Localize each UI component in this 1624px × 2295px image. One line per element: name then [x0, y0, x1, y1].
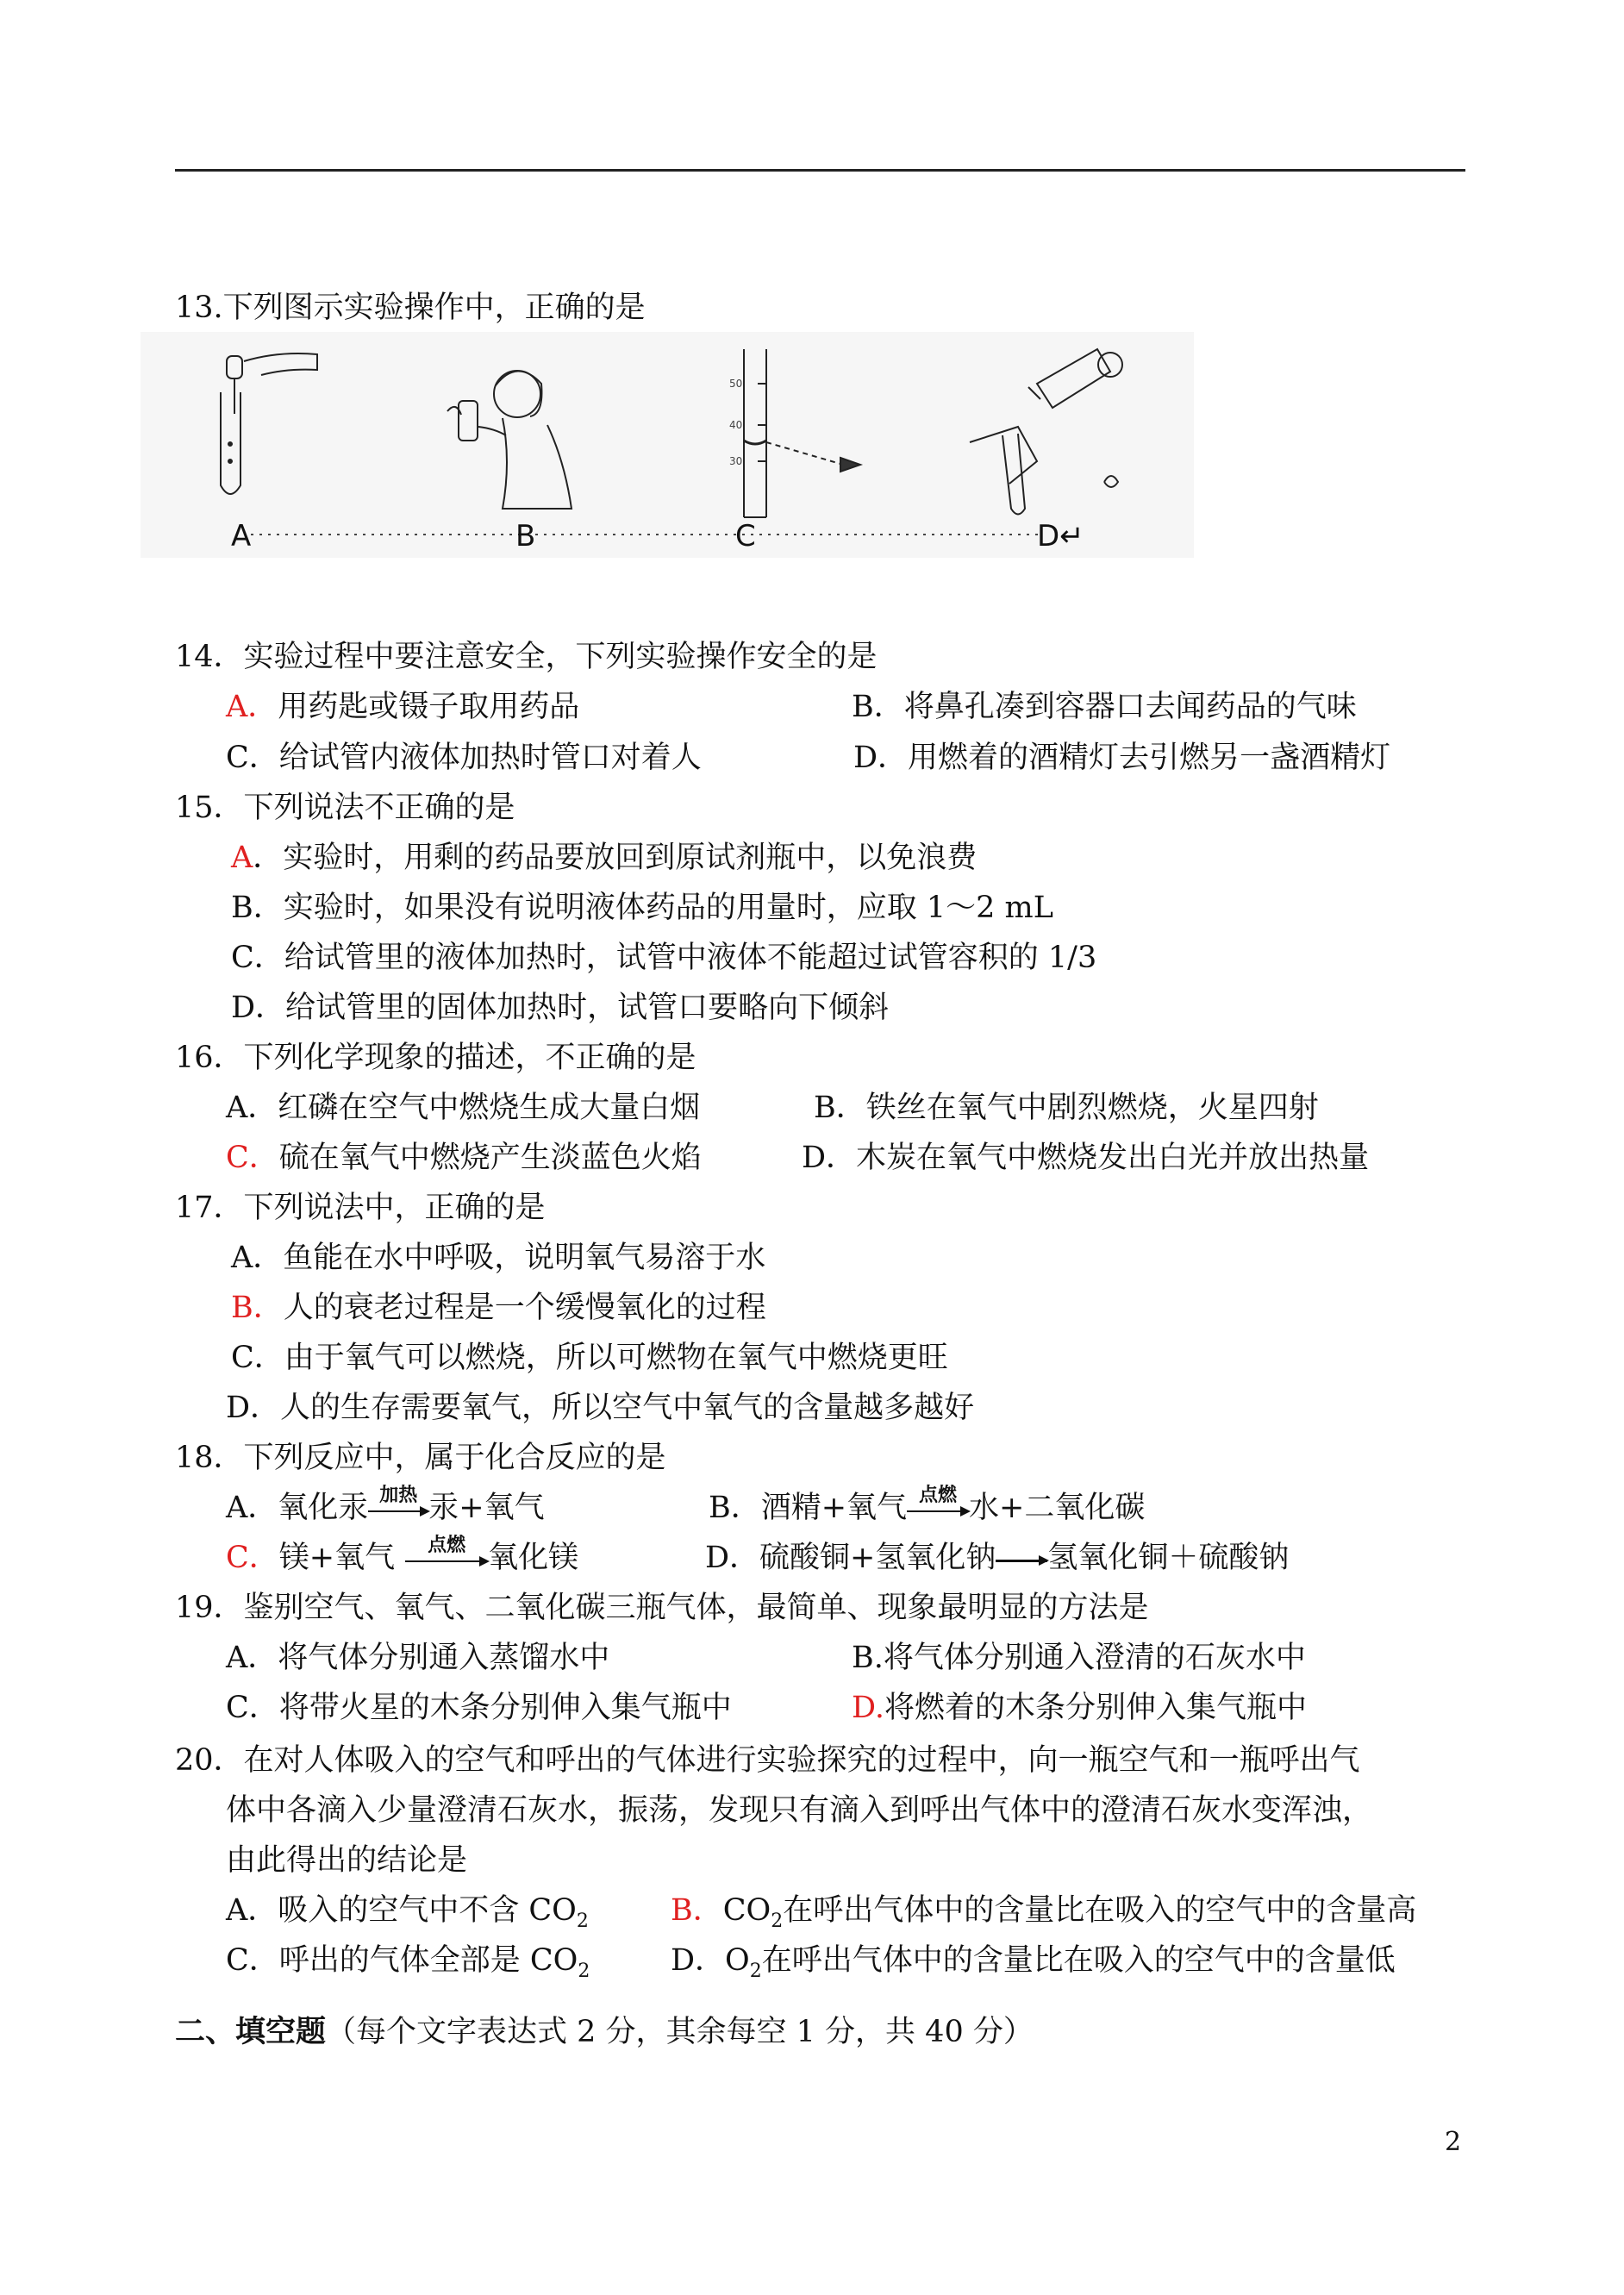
reaction-arrow: 加热: [368, 1507, 428, 1512]
q17-stem: 17．下列说法中，正确的是: [175, 1191, 546, 1225]
q14-option-d: D．用燃着的酒精灯去引燃另一盏酒精灯: [853, 741, 1391, 775]
answer-letter: A．: [226, 690, 278, 724]
answer-letter: B．: [231, 1291, 284, 1325]
child-smelling-bottle-icon: [447, 371, 572, 509]
scale-tick-label: 30: [729, 455, 743, 467]
q13-figure: [141, 332, 1194, 558]
q17-option-d: D．人的生存需要氧气，所以空气中氧气的含量越多越好: [226, 1391, 975, 1425]
dropper-test-tube-icon: [221, 353, 317, 494]
section-heading: 二、填空题（每个文字表达式 2 分，其余每空 1 分，共 40 分）: [175, 2014, 1034, 2049]
answer-letter: C．: [226, 1541, 279, 1575]
fig-label-a: A: [231, 519, 252, 553]
q20-stem-line2: 体中各滴入少量澄清石灰水，振荡，发现只有滴入到呼出气体中的澄清石灰水变浑浊，: [226, 1793, 1373, 1828]
answer-letter: D.: [852, 1691, 884, 1725]
reaction-arrow: 点燃: [405, 1557, 488, 1562]
scale-tick-label: 40: [729, 419, 743, 431]
q14-option-c: C．给试管内液体加热时管口对着人: [226, 741, 702, 775]
fig-label-d: D↵: [1037, 519, 1084, 553]
fig-label-c: C: [735, 519, 756, 553]
graduated-cylinder-icon: [744, 349, 860, 517]
q20-option-b: B．$CO_2$在呼出气体中的含量比在吸入的空气中的含量高: [671, 1893, 1417, 1932]
answer-letter: B．: [671, 1893, 723, 1928]
q20-option-a: A．吸入的空气中不含 $CO_2$: [226, 1893, 589, 1932]
q16-stem: 16．下列化学现象的描述，不正确的是: [175, 1041, 696, 1075]
pouring-liquid-icon: [970, 349, 1122, 515]
q19-option-a: A．将气体分别通入蒸馏水中: [226, 1641, 610, 1675]
q18-option-d: D．硫酸铜+氢氧化钠 氢氧化铜＋硫酸钠: [705, 1541, 1290, 1575]
lab-operations-illustration: [141, 332, 1194, 558]
q16-option-b: B．铁丝在氧气中剧烈燃烧，火星四射: [814, 1091, 1319, 1125]
answer-letter: A: [231, 841, 253, 875]
q20-option-c: C．呼出的气体全部是 $CO_2$: [226, 1943, 590, 1982]
q15-option-a: A．实验时，用剩的药品要放回到原试剂瓶中，以免浪费: [231, 841, 978, 875]
q19-option-c: C．将带火星的木条分别伸入集气瓶中: [226, 1691, 732, 1725]
q15-stem: 15．下列说法不正确的是: [175, 791, 515, 825]
q18-stem: 18．下列反应中，属于化合反应的是: [175, 1441, 666, 1475]
q16-option-a: A．红磷在空气中燃烧生成大量白烟: [226, 1091, 701, 1125]
q14-stem: 14．实验过程中要注意安全，下列实验操作安全的是: [175, 640, 878, 674]
q17-option-b: B．人的衰老过程是一个缓慢氧化的过程: [231, 1291, 766, 1325]
q17-option-c: C．由于氧气可以燃烧，所以可燃物在氧气中燃烧更旺: [231, 1341, 948, 1375]
q16-option-d: D．木炭在氧气中燃烧发出白光并放出热量: [802, 1141, 1370, 1175]
q17-option-a: A．鱼能在水中呼吸，说明氧气易溶于水: [231, 1241, 766, 1275]
page-number: 2: [1445, 2127, 1462, 2157]
q13-stem: 13.下列图示实验操作中，正确的是: [175, 291, 646, 325]
scale-tick-label: 50: [729, 378, 743, 390]
q20-stem-line3: 由此得出的结论是: [226, 1843, 468, 1878]
fig-label-b: B: [515, 519, 536, 553]
q14-option-a: A．用药匙或镊子取用药品: [226, 690, 580, 724]
reaction-arrow: [996, 1556, 1047, 1562]
q19-option-d: D.将燃着的木条分别伸入集气瓶中: [852, 1691, 1307, 1725]
q15-option-b: B．实验时，如果没有说明液体药品的用量时，应取 1～2 mL: [231, 891, 1053, 925]
q18-option-c: C．镁+氧气 点燃 氧化镁: [226, 1534, 579, 1575]
q15-option-d: D．给试管里的固体加热时，试管口要略向下倾斜: [231, 991, 890, 1025]
q19-option-b: B.将气体分别通入澄清的石灰水中: [852, 1641, 1306, 1675]
q14-option-b: B．将鼻孔凑到容器口去闻药品的气味: [852, 690, 1357, 724]
reaction-arrow: 点燃: [907, 1507, 969, 1512]
q20-stem-line1: 20．在对人体吸入的空气和呼出的气体进行实验探究的过程中，向一瓶空气和一瓶呼出气: [175, 1743, 1360, 1778]
q18-option-a: A．氧化汞 加热 汞+氧气: [226, 1484, 545, 1525]
q19-stem: 19．鉴别空气、氧气、二氧化碳三瓶气体，最简单、现象最明显的方法是: [175, 1591, 1149, 1625]
q18-option-b: B．酒精+氧气 点燃 水+二氧化碳: [709, 1484, 1146, 1525]
q20-option-d: D．$O_2$在呼出气体中的含量比在吸入的空气中的含量低: [671, 1943, 1396, 1982]
q16-option-c: C．硫在氧气中燃烧产生淡蓝色火焰: [226, 1141, 702, 1175]
header-rule: [175, 169, 1465, 172]
q15-option-c: C．给试管里的液体加热时，试管中液体不能超过试管容积的 1/3: [231, 941, 1097, 975]
answer-letter: C．: [226, 1141, 279, 1175]
